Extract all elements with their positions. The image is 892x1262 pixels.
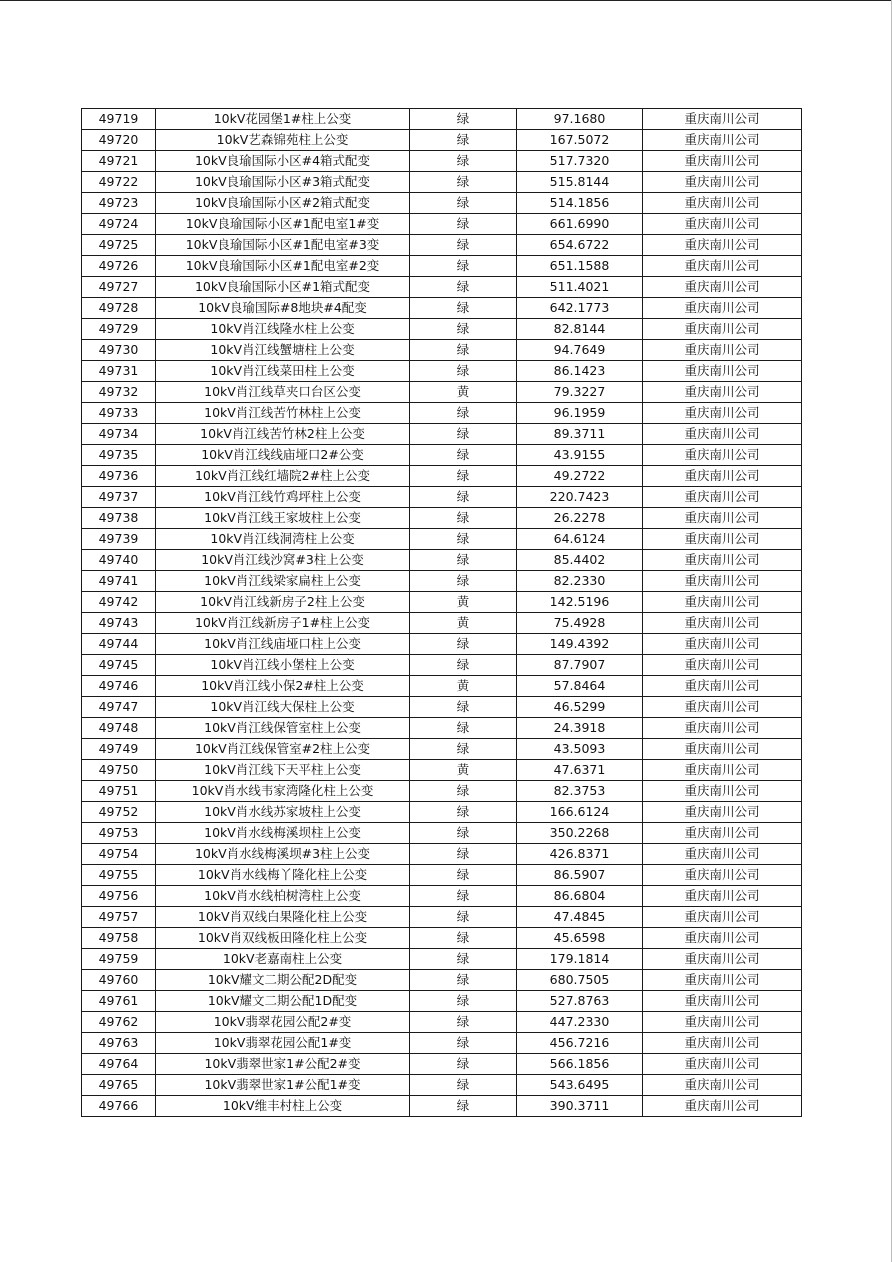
cell-company: 重庆南川公司 (643, 361, 802, 382)
cell-name: 10kV翡翠花园公配2#变 (156, 1012, 410, 1033)
table-row (82, 193, 802, 214)
cell-company: 重庆南川公司 (643, 613, 802, 634)
cell-company: 重庆南川公司 (643, 970, 802, 991)
table-row (82, 256, 802, 277)
cell-value: 543.6495 (517, 1075, 643, 1096)
cell-status: 黄 (410, 760, 517, 781)
cell-value: 82.8144 (517, 319, 643, 340)
cell-name: 10kV肖双线白果隆化柱上公变 (156, 907, 410, 928)
cell-id: 49757 (82, 907, 156, 928)
cell-status: 黄 (410, 676, 517, 697)
cell-value: 87.7907 (517, 655, 643, 676)
cell-value: 350.2268 (517, 823, 643, 844)
cell-value: 86.6804 (517, 886, 643, 907)
table-row (82, 550, 802, 571)
cell-status: 黄 (410, 382, 517, 403)
cell-status: 绿 (410, 256, 517, 277)
table-row (82, 781, 802, 802)
cell-name: 10kV肖江线保管室柱上公变 (156, 718, 410, 739)
table-row (82, 151, 802, 172)
cell-company: 重庆南川公司 (643, 529, 802, 550)
cell-company: 重庆南川公司 (643, 886, 802, 907)
cell-company: 重庆南川公司 (643, 592, 802, 613)
cell-value: 142.5196 (517, 592, 643, 613)
cell-status: 绿 (410, 235, 517, 256)
table-row (82, 235, 802, 256)
cell-name: 10kV翡翠世家1#公配2#变 (156, 1054, 410, 1075)
cell-status: 绿 (410, 361, 517, 382)
table-row (82, 634, 802, 655)
cell-company: 重庆南川公司 (643, 781, 802, 802)
cell-status: 绿 (410, 340, 517, 361)
cell-name: 10kV肖水线苏家坡柱上公变 (156, 802, 410, 823)
cell-company: 重庆南川公司 (643, 109, 802, 130)
cell-status: 绿 (410, 802, 517, 823)
cell-name: 10kV翡翠花园公配1#变 (156, 1033, 410, 1054)
cell-value: 96.1959 (517, 403, 643, 424)
cell-value: 566.1856 (517, 1054, 643, 1075)
cell-value: 447.2330 (517, 1012, 643, 1033)
cell-status: 绿 (410, 151, 517, 172)
table-row (82, 466, 802, 487)
cell-id: 49733 (82, 403, 156, 424)
cell-status: 绿 (410, 424, 517, 445)
cell-value: 167.5072 (517, 130, 643, 151)
cell-company: 重庆南川公司 (643, 466, 802, 487)
table-row (82, 802, 802, 823)
cell-company: 重庆南川公司 (643, 1054, 802, 1075)
cell-name: 10kV肖水线梅溪坝#3柱上公变 (156, 844, 410, 865)
cell-id: 49746 (82, 676, 156, 697)
cell-company: 重庆南川公司 (643, 571, 802, 592)
cell-name: 10kV肖江线隆水柱上公变 (156, 319, 410, 340)
table-row (82, 613, 802, 634)
cell-company: 重庆南川公司 (643, 949, 802, 970)
cell-name: 10kV翡翠世家1#公配1#变 (156, 1075, 410, 1096)
cell-company: 重庆南川公司 (643, 193, 802, 214)
cell-status: 绿 (410, 1075, 517, 1096)
cell-value: 680.7505 (517, 970, 643, 991)
cell-id: 49750 (82, 760, 156, 781)
cell-name: 10kV肖江线小保2#柱上公变 (156, 676, 410, 697)
cell-company: 重庆南川公司 (643, 340, 802, 361)
table-row (82, 445, 802, 466)
cell-value: 47.4845 (517, 907, 643, 928)
cell-name: 10kV肖江线大保柱上公变 (156, 697, 410, 718)
cell-status: 绿 (410, 844, 517, 865)
cell-company: 重庆南川公司 (643, 256, 802, 277)
cell-company: 重庆南川公司 (643, 1033, 802, 1054)
table-row (82, 739, 802, 760)
cell-value: 220.7423 (517, 487, 643, 508)
cell-status: 绿 (410, 298, 517, 319)
cell-value: 390.3711 (517, 1096, 643, 1117)
cell-status: 绿 (410, 886, 517, 907)
cell-company: 重庆南川公司 (643, 403, 802, 424)
cell-id: 49753 (82, 823, 156, 844)
cell-id: 49765 (82, 1075, 156, 1096)
cell-value: 89.3711 (517, 424, 643, 445)
cell-status: 绿 (410, 130, 517, 151)
cell-id: 49758 (82, 928, 156, 949)
cell-id: 49744 (82, 634, 156, 655)
cell-company: 重庆南川公司 (643, 844, 802, 865)
cell-company: 重庆南川公司 (643, 1096, 802, 1117)
cell-company: 重庆南川公司 (643, 676, 802, 697)
cell-value: 149.4392 (517, 634, 643, 655)
cell-name: 10kV肖江线苦竹林柱上公变 (156, 403, 410, 424)
cell-id: 49719 (82, 109, 156, 130)
cell-value: 47.6371 (517, 760, 643, 781)
table-row (82, 823, 802, 844)
cell-name: 10kV良瑜国际小区#2箱式配变 (156, 193, 410, 214)
cell-name: 10kV肖江线新房子2柱上公变 (156, 592, 410, 613)
cell-status: 绿 (410, 277, 517, 298)
cell-id: 49759 (82, 949, 156, 970)
cell-value: 45.6598 (517, 928, 643, 949)
cell-value: 515.8144 (517, 172, 643, 193)
cell-id: 49763 (82, 1033, 156, 1054)
table-row (82, 865, 802, 886)
cell-id: 49721 (82, 151, 156, 172)
cell-name: 10kV肖江线菜田柱上公变 (156, 361, 410, 382)
cell-company: 重庆南川公司 (643, 550, 802, 571)
cell-company: 重庆南川公司 (643, 298, 802, 319)
cell-name: 10kV良瑜国际小区#4箱式配变 (156, 151, 410, 172)
cell-value: 43.9155 (517, 445, 643, 466)
cell-id: 49731 (82, 361, 156, 382)
table-row (82, 1012, 802, 1033)
cell-id: 49732 (82, 382, 156, 403)
cell-value: 79.3227 (517, 382, 643, 403)
cell-company: 重庆南川公司 (643, 214, 802, 235)
table-row (82, 1033, 802, 1054)
cell-value: 166.6124 (517, 802, 643, 823)
cell-status: 黄 (410, 592, 517, 613)
cell-name: 10kV肖江线红墙院2#柱上公变 (156, 466, 410, 487)
cell-id: 49724 (82, 214, 156, 235)
cell-value: 75.4928 (517, 613, 643, 634)
cell-status: 绿 (410, 487, 517, 508)
table-row (82, 424, 802, 445)
cell-status: 绿 (410, 865, 517, 886)
cell-value: 43.5093 (517, 739, 643, 760)
cell-id: 49737 (82, 487, 156, 508)
table-row (82, 886, 802, 907)
cell-value: 514.1856 (517, 193, 643, 214)
cell-name: 10kV耀文二期公配1D配变 (156, 991, 410, 1012)
cell-status: 绿 (410, 907, 517, 928)
cell-company: 重庆南川公司 (643, 151, 802, 172)
cell-status: 绿 (410, 193, 517, 214)
cell-name: 10kV花园堡1#柱上公变 (156, 109, 410, 130)
cell-id: 49730 (82, 340, 156, 361)
cell-company: 重庆南川公司 (643, 487, 802, 508)
table-row (82, 676, 802, 697)
table-row (82, 718, 802, 739)
cell-name: 10kV耀文二期公配2D配变 (156, 970, 410, 991)
cell-value: 86.5907 (517, 865, 643, 886)
cell-status: 绿 (410, 823, 517, 844)
cell-id: 49739 (82, 529, 156, 550)
cell-status: 绿 (410, 571, 517, 592)
cell-name: 10kV良瑜国际小区#3箱式配变 (156, 172, 410, 193)
cell-company: 重庆南川公司 (643, 1012, 802, 1033)
cell-name: 10kV肖水线梅丫隆化柱上公变 (156, 865, 410, 886)
cell-name: 10kV艺森锦苑柱上公变 (156, 130, 410, 151)
table-row (82, 109, 802, 130)
cell-company: 重庆南川公司 (643, 382, 802, 403)
cell-value: 46.5299 (517, 697, 643, 718)
cell-id: 49723 (82, 193, 156, 214)
data-table (81, 108, 802, 1117)
table-row (82, 655, 802, 676)
cell-value: 57.8464 (517, 676, 643, 697)
table-body (82, 109, 802, 1117)
cell-company: 重庆南川公司 (643, 508, 802, 529)
cell-id: 49761 (82, 991, 156, 1012)
cell-company: 重庆南川公司 (643, 1075, 802, 1096)
cell-id: 49748 (82, 718, 156, 739)
cell-name: 10kV良瑜国际小区#1配电室#2变 (156, 256, 410, 277)
cell-id: 49756 (82, 886, 156, 907)
cell-id: 49740 (82, 550, 156, 571)
cell-id: 49726 (82, 256, 156, 277)
cell-status: 绿 (410, 109, 517, 130)
cell-id: 49760 (82, 970, 156, 991)
table-row (82, 970, 802, 991)
cell-value: 82.2330 (517, 571, 643, 592)
cell-company: 重庆南川公司 (643, 907, 802, 928)
cell-status: 黄 (410, 613, 517, 634)
cell-status: 绿 (410, 466, 517, 487)
cell-value: 511.4021 (517, 277, 643, 298)
cell-name: 10kV肖水线梅溪坝柱上公变 (156, 823, 410, 844)
cell-name: 10kV肖江线保管室#2柱上公变 (156, 739, 410, 760)
cell-status: 绿 (410, 781, 517, 802)
table-row (82, 214, 802, 235)
cell-status: 绿 (410, 508, 517, 529)
cell-name: 10kV肖江线小堡柱上公变 (156, 655, 410, 676)
cell-name: 10kV肖江线苦竹林2柱上公变 (156, 424, 410, 445)
cell-name: 10kV肖江线梁家扁柱上公变 (156, 571, 410, 592)
cell-company: 重庆南川公司 (643, 760, 802, 781)
cell-value: 97.1680 (517, 109, 643, 130)
cell-company: 重庆南川公司 (643, 424, 802, 445)
cell-name: 10kV良瑜国际小区#1配电室1#变 (156, 214, 410, 235)
cell-status: 绿 (410, 739, 517, 760)
cell-company: 重庆南川公司 (643, 865, 802, 886)
cell-company: 重庆南川公司 (643, 802, 802, 823)
cell-company: 重庆南川公司 (643, 235, 802, 256)
table-row (82, 991, 802, 1012)
table-row (82, 697, 802, 718)
cell-id: 49722 (82, 172, 156, 193)
cell-company: 重庆南川公司 (643, 172, 802, 193)
cell-id: 49747 (82, 697, 156, 718)
cell-status: 绿 (410, 1012, 517, 1033)
cell-id: 49720 (82, 130, 156, 151)
cell-name: 10kV肖双线板田隆化柱上公变 (156, 928, 410, 949)
cell-company: 重庆南川公司 (643, 928, 802, 949)
cell-id: 49735 (82, 445, 156, 466)
cell-status: 绿 (410, 991, 517, 1012)
cell-name: 10kV肖江线洞湾柱上公变 (156, 529, 410, 550)
table-row (82, 130, 802, 151)
table-row (82, 319, 802, 340)
cell-value: 456.7216 (517, 1033, 643, 1054)
cell-id: 49734 (82, 424, 156, 445)
cell-name: 10kV良瑜国际#8地块#4配变 (156, 298, 410, 319)
table-row (82, 1054, 802, 1075)
cell-id: 49742 (82, 592, 156, 613)
cell-company: 重庆南川公司 (643, 634, 802, 655)
cell-value: 179.1814 (517, 949, 643, 970)
cell-company: 重庆南川公司 (643, 277, 802, 298)
cell-status: 绿 (410, 1096, 517, 1117)
cell-status: 绿 (410, 1054, 517, 1075)
cell-status: 绿 (410, 319, 517, 340)
table-row (82, 340, 802, 361)
cell-id: 49727 (82, 277, 156, 298)
cell-name: 10kV肖江线蟹塘柱上公变 (156, 340, 410, 361)
cell-company: 重庆南川公司 (643, 991, 802, 1012)
table-row (82, 529, 802, 550)
cell-name: 10kV老嘉南柱上公变 (156, 949, 410, 970)
table-row (82, 760, 802, 781)
table-row (82, 571, 802, 592)
cell-value: 64.6124 (517, 529, 643, 550)
cell-id: 49752 (82, 802, 156, 823)
cell-id: 49741 (82, 571, 156, 592)
cell-status: 绿 (410, 1033, 517, 1054)
cell-id: 49725 (82, 235, 156, 256)
cell-name: 10kV肖江线新房子1#柱上公变 (156, 613, 410, 634)
cell-name: 10kV肖江线沙窝#3柱上公变 (156, 550, 410, 571)
cell-name: 10kV肖江线下天平柱上公变 (156, 760, 410, 781)
cell-id: 49755 (82, 865, 156, 886)
cell-value: 82.3753 (517, 781, 643, 802)
cell-value: 651.1588 (517, 256, 643, 277)
table-row (82, 361, 802, 382)
cell-id: 49738 (82, 508, 156, 529)
cell-status: 绿 (410, 655, 517, 676)
cell-status: 绿 (410, 949, 517, 970)
cell-value: 426.8371 (517, 844, 643, 865)
cell-id: 49766 (82, 1096, 156, 1117)
cell-status: 绿 (410, 550, 517, 571)
table-row (82, 382, 802, 403)
table-row (82, 907, 802, 928)
cell-id: 49728 (82, 298, 156, 319)
cell-status: 绿 (410, 970, 517, 991)
cell-value: 86.1423 (517, 361, 643, 382)
cell-name: 10kV肖水线韦家湾隆化柱上公变 (156, 781, 410, 802)
table-row (82, 508, 802, 529)
cell-company: 重庆南川公司 (643, 445, 802, 466)
cell-value: 654.6722 (517, 235, 643, 256)
cell-company: 重庆南川公司 (643, 697, 802, 718)
cell-status: 绿 (410, 214, 517, 235)
cell-name: 10kV良瑜国际小区#1箱式配变 (156, 277, 410, 298)
cell-value: 94.7649 (517, 340, 643, 361)
table-row (82, 928, 802, 949)
cell-company: 重庆南川公司 (643, 823, 802, 844)
page-top-rule (0, 0, 892, 1)
table-row (82, 844, 802, 865)
cell-name: 10kV肖江线线庙垭口2#公变 (156, 445, 410, 466)
table-row (82, 403, 802, 424)
cell-status: 绿 (410, 403, 517, 424)
table-row (82, 277, 802, 298)
cell-status: 绿 (410, 718, 517, 739)
cell-value: 26.2278 (517, 508, 643, 529)
cell-company: 重庆南川公司 (643, 739, 802, 760)
cell-value: 85.4402 (517, 550, 643, 571)
cell-status: 绿 (410, 172, 517, 193)
table-row (82, 487, 802, 508)
cell-id: 49762 (82, 1012, 156, 1033)
cell-value: 517.7320 (517, 151, 643, 172)
cell-status: 绿 (410, 928, 517, 949)
cell-id: 49749 (82, 739, 156, 760)
cell-name: 10kV维丰村柱上公变 (156, 1096, 410, 1117)
cell-name: 10kV肖江线草夹口台区公变 (156, 382, 410, 403)
table-row (82, 592, 802, 613)
cell-value: 642.1773 (517, 298, 643, 319)
table-row (82, 1096, 802, 1117)
cell-id: 49729 (82, 319, 156, 340)
cell-id: 49764 (82, 1054, 156, 1075)
cell-name: 10kV肖江线庙垭口柱上公变 (156, 634, 410, 655)
cell-value: 24.3918 (517, 718, 643, 739)
cell-status: 绿 (410, 445, 517, 466)
cell-id: 49745 (82, 655, 156, 676)
cell-status: 绿 (410, 529, 517, 550)
cell-value: 527.8763 (517, 991, 643, 1012)
cell-company: 重庆南川公司 (643, 718, 802, 739)
cell-id: 49736 (82, 466, 156, 487)
cell-status: 绿 (410, 697, 517, 718)
cell-name: 10kV肖江线竹鸡坪柱上公变 (156, 487, 410, 508)
table-row (82, 172, 802, 193)
table-row (82, 1075, 802, 1096)
cell-name: 10kV肖水线柏树湾柱上公变 (156, 886, 410, 907)
cell-id: 49754 (82, 844, 156, 865)
cell-name: 10kV良瑜国际小区#1配电室#3变 (156, 235, 410, 256)
cell-name: 10kV肖江线王家坡柱上公变 (156, 508, 410, 529)
cell-company: 重庆南川公司 (643, 130, 802, 151)
cell-value: 49.2722 (517, 466, 643, 487)
cell-company: 重庆南川公司 (643, 319, 802, 340)
table-row (82, 949, 802, 970)
table-row (82, 298, 802, 319)
cell-value: 661.6990 (517, 214, 643, 235)
cell-status: 绿 (410, 634, 517, 655)
cell-id: 49751 (82, 781, 156, 802)
cell-id: 49743 (82, 613, 156, 634)
cell-company: 重庆南川公司 (643, 655, 802, 676)
